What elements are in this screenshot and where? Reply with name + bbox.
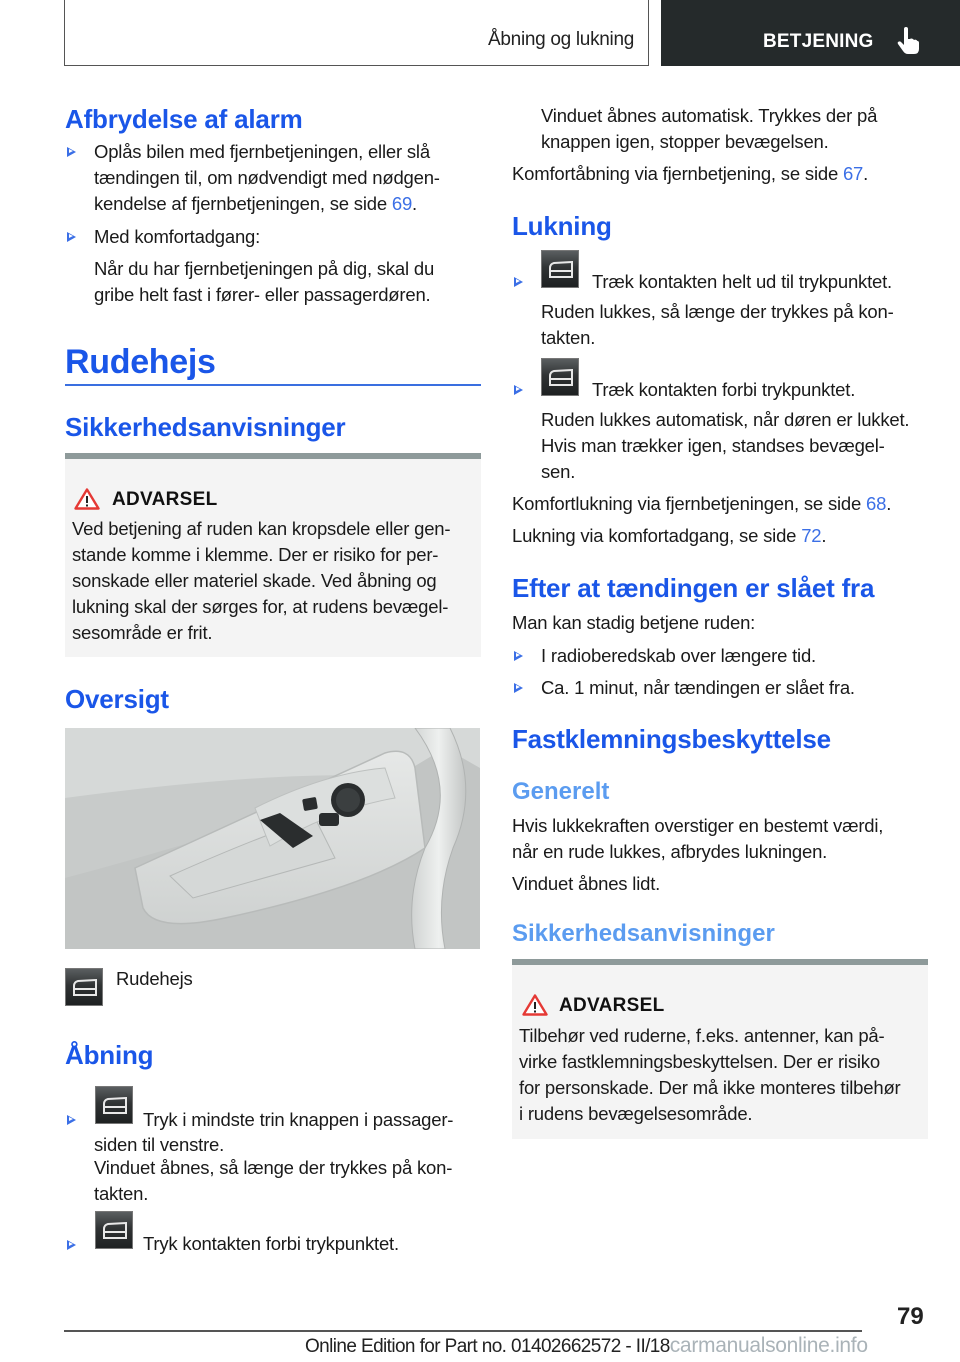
photo-caption: Rudehejs (116, 968, 193, 989)
ignition-off-item-1: I radioberedskab over længere tid. (541, 645, 816, 666)
heading-safety-right: Sikkerhedsanvisninger (512, 920, 775, 947)
warning-triangle-icon (74, 488, 100, 510)
bullet-icon (67, 232, 76, 242)
bullet-icon (67, 1115, 76, 1125)
heading-safety-left: Sikkerhedsanvisninger (65, 412, 346, 442)
window-switch-icon (65, 968, 103, 1006)
heading-overview: Oversigt (65, 684, 169, 714)
warning-title: ADVARSEL (112, 489, 218, 510)
pinch-general-text-2: Vinduet åbnes lidt. (512, 873, 661, 894)
alarm-item-1: Oplås bilen med fjernbetjeningen, eller slå tændingen til, om nødvendigt med nødgen- kendelse af fjernbetjeningen, se side 69. (94, 141, 440, 214)
heading-rule (65, 384, 481, 386)
door-switch-photo (65, 728, 480, 949)
heading-opening: Åbning (65, 1040, 154, 1070)
opening-step-2-detail: Vinduet åbnes automatisk. Trykkes der på knappen igen, stopper bevægelsen. (541, 105, 878, 152)
ignition-off-intro: Man kan stadig betjene ruden: (512, 612, 756, 633)
warning-box-left (65, 453, 481, 657)
page-number: 79 (897, 1303, 924, 1330)
footer-edition: Online Edition for Part no. 01402662572 - II/18carmanualsonline.info (305, 1334, 868, 1357)
bullet-icon (514, 385, 523, 395)
comfort-closing-ref: Komfortlukning via fjernbetjeningen, se side 68. (512, 493, 892, 514)
window-switch-icon (541, 358, 579, 396)
closing-step-2-detail: Ruden lukkes automatisk, når døren er lukket. Hvis man trækker igen, standses bevægel- sen. (541, 409, 910, 482)
opening-step-1-cont: siden til venstre. (94, 1134, 225, 1155)
footer-rule (64, 1330, 862, 1332)
page-link-68[interactable]: 68 (866, 493, 887, 514)
closing-step-2: Træk kontakten forbi trykpunktet. (592, 379, 856, 400)
warning-title: ADVARSEL (559, 995, 665, 1016)
alarm-item-2-detail: Når du har fjernbetjeningen på dig, skal du gribe helt fast i fører- eller passagerdøren. (94, 258, 435, 305)
warning-triangle-icon (522, 994, 548, 1016)
page-link-69[interactable]: 69 (391, 193, 413, 214)
heading-ignition-off: Efter at tændingen er slået fra (512, 573, 875, 603)
bullet-icon (514, 651, 523, 661)
page-link-72[interactable]: 72 (801, 525, 822, 546)
footer-brand[interactable]: carmanualsonline.info (669, 1334, 868, 1357)
window-switch-icon (95, 1086, 133, 1124)
closing-step-1-detail: Ruden lukkes, så længe der trykkes på kon- takten. (541, 301, 894, 348)
chapter-tab[interactable] (661, 0, 960, 66)
alarm-item-2: Med komfortadgang: (94, 226, 261, 247)
hand-pointer-icon (897, 27, 921, 55)
heading-alarm: Afbrydelse af alarm (65, 104, 303, 134)
heading-general: Generelt (512, 778, 610, 805)
opening-step-1-detail: Vinduet åbnes, så længe der trykkes på kon- takten. (94, 1157, 453, 1204)
bullet-icon (67, 1240, 76, 1250)
comfort-access-ref: Lukning via komfortadgang, se side 72. (512, 525, 827, 546)
bullet-icon (514, 277, 523, 287)
window-switch-icon (95, 1211, 133, 1249)
warning-text: Tilbehør ved ruderne, f.eks. antenner, kan på- virke fastklemningsbeskyttelsen. Der er risiko for personskade. Der må ikke monteres tilbehør i rudens bevægelsesområde. (519, 1025, 901, 1124)
heading-pinch-protection: Fastklemningsbeskyttelse (512, 724, 831, 754)
warning-text: Ved betjening af ruden kan kropsdele eller gen- stande komme i klemme. Der er risiko for per- sonskade eller materiel skade. Ved åbning og lukning skal der sørges for, at rudens bevægel- sesområde er frit. (72, 518, 451, 643)
section-label: Åbning og lukning (488, 29, 634, 50)
section-header (64, 0, 649, 66)
page-link-67[interactable]: 67 (842, 163, 864, 184)
opening-step-1: Tryk i mindste trin knappen i passager- (143, 1109, 454, 1130)
pinch-general-text: Hvis lukkekraften overstiger en bestemt værdi, når en rude lukkes, afbrydes lukningen. (512, 815, 884, 862)
bullet-icon (514, 683, 523, 693)
opening-step-2: Tryk kontakten forbi trykpunktet. (143, 1233, 399, 1254)
warning-box-right (512, 959, 928, 1139)
window-switch-icon (541, 250, 579, 288)
ignition-off-item-2: Ca. 1 minut, når tændingen er slået fra. (541, 677, 855, 698)
heading-closing: Lukning (512, 211, 612, 241)
chapter-label: BETJENING (763, 31, 874, 52)
bullet-icon (67, 147, 76, 157)
comfort-opening-ref: Komfortåbning via fjernbetjening, se side 67. (512, 163, 869, 184)
closing-step-1: Træk kontakten helt ud til trykpunktet. (592, 271, 892, 292)
heading-rudehejs: Rudehejs (65, 343, 216, 381)
door-panel-illustration (65, 728, 480, 949)
